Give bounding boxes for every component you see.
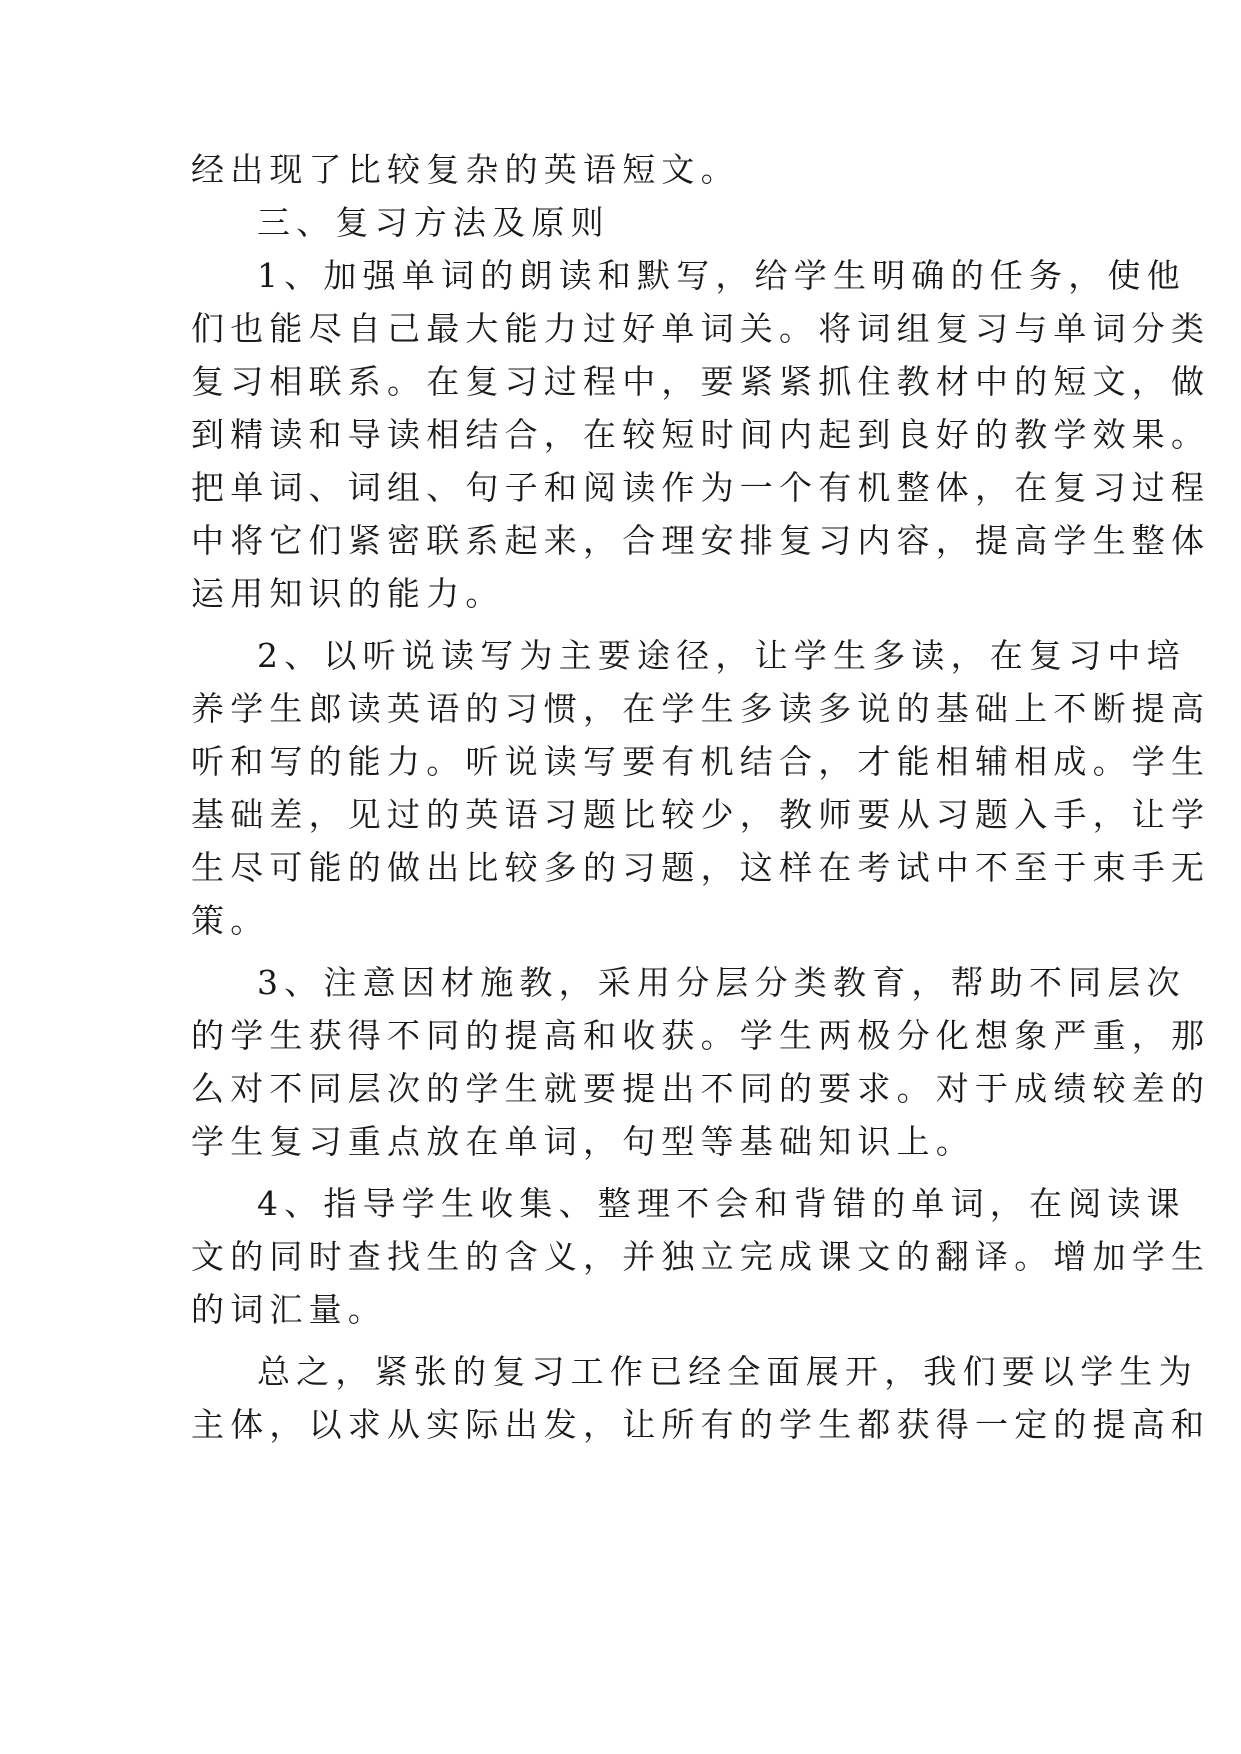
- text-line: 养学生郎读英语的习惯，在学生多读多说的基础上不断提高: [191, 689, 1211, 728]
- text-line: 运用知识的能力。: [191, 574, 505, 613]
- text-line: 把单词、词组、句子和阅读作为一个有机整体，在复习过程: [191, 468, 1211, 507]
- text-line: 的词汇量。: [191, 1290, 387, 1329]
- text-line: 2、以听说读写为主要途径，让学生多读，在复习中培: [257, 636, 1186, 675]
- text-line: 生尽可能的做出比较多的习题，这样在考试中不至于束手无: [191, 848, 1211, 887]
- text-line: 总之，紧张的复习工作已经全面展开，我们要以学生为: [257, 1352, 1198, 1391]
- text-line: 策。: [191, 901, 270, 940]
- text-line: 4、指导学生收集、整理不会和背错的单词，在阅读课: [257, 1184, 1186, 1223]
- text-line: 中将它们紧密联系起来，合理安排复习内容，提高学生整体: [191, 521, 1211, 560]
- text-line: 经出现了比较复杂的英语短文。: [191, 150, 740, 189]
- text-line: 3、注意因材施教，采用分层分类教育，帮助不同层次: [257, 963, 1186, 1002]
- text-line: 到精读和导读相结合，在较短时间内起到良好的教学效果。: [191, 415, 1211, 454]
- text-line: 听和写的能力。听说读写要有机结合，才能相辅相成。学生: [191, 742, 1211, 781]
- text-line: 文的同时查找生的含义，并独立完成课文的翻译。增加学生: [191, 1237, 1211, 1276]
- text-line: 们也能尽自己最大能力过好单词关。将词组复习与单词分类: [191, 309, 1211, 348]
- text-line: 么对不同层次的学生就要提出不同的要求。对于成绩较差的: [191, 1069, 1211, 1108]
- section-heading: 三、复习方法及原则: [257, 203, 610, 242]
- text-line: 学生复习重点放在单词，句型等基础知识上。: [191, 1122, 975, 1161]
- text-line: 主体，以求从实际出发，让所有的学生都获得一定的提高和: [191, 1405, 1211, 1444]
- text-line: 复习相联系。在复习过程中，要紧紧抓住教材中的短文，做: [191, 362, 1211, 401]
- text-line: 1、加强单词的朗读和默写，给学生明确的任务，使他: [257, 256, 1186, 295]
- text-line: 基础差，见过的英语习题比较少，教师要从习题入手，让学: [191, 795, 1211, 834]
- text-line: 的学生获得不同的提高和收获。学生两极分化想象严重，那: [191, 1016, 1211, 1055]
